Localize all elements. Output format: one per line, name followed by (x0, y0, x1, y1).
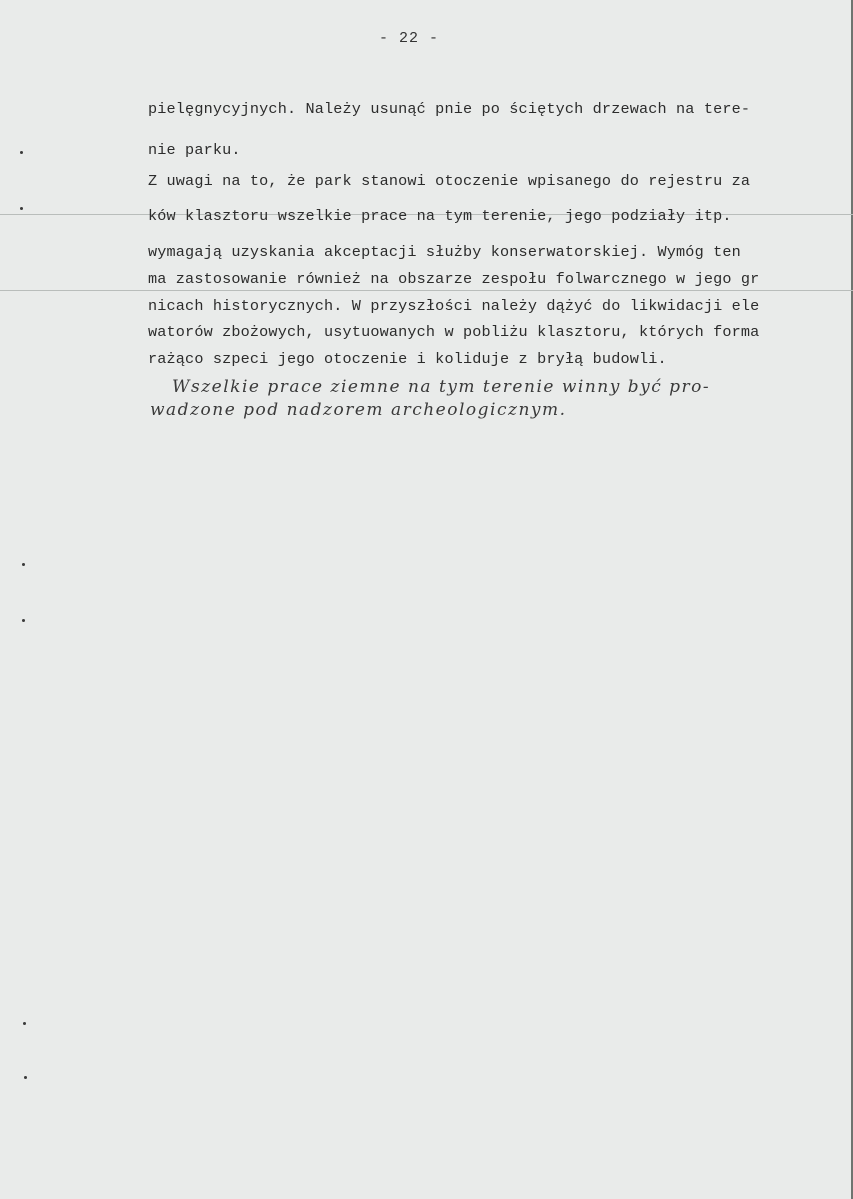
margin-mark (20, 207, 23, 210)
margin-mark (24, 1076, 27, 1079)
margin-mark (22, 619, 25, 622)
typed-line: Z uwagi na to, że park stanowi otoczenie wpisanego do rejestru za (148, 172, 751, 190)
typed-line: rażąco szpeci jego otoczenie i koliduje z bryłą budowli. (148, 350, 667, 368)
handwritten-note-line: Wszelkie prace ziemne na tym terenie winny być pro- (172, 377, 711, 397)
typed-line: wymagają uzyskania akceptacji służby konserwatorskiej. Wymóg ten (148, 243, 741, 261)
handwritten-note-line: wadzone pod nadzorem archeologicznym. (150, 400, 567, 420)
typed-line: ków klasztoru wszelkie prace na tym terenie, jego podziały itp. (148, 207, 732, 225)
typed-line: nie parku. (148, 141, 241, 159)
margin-mark (20, 151, 23, 154)
typed-line: pielęgnycyjnych. Należy usunąć pnie po ściętych drzewach na tere- (148, 100, 751, 118)
page-number: - 22 - (379, 30, 440, 47)
scan-line (0, 290, 853, 291)
margin-mark (23, 1022, 26, 1025)
typed-line: watorów zbożowych, usytuowanych w pobliżu klasztoru, których forma (148, 323, 760, 341)
typed-line: nicach historycznych. W przyszłości należy dążyć do likwidacji ele (148, 297, 760, 315)
margin-mark (22, 563, 25, 566)
typed-line: ma zastosowanie również na obszarze zespołu folwarcznego w jego gr (148, 270, 760, 288)
